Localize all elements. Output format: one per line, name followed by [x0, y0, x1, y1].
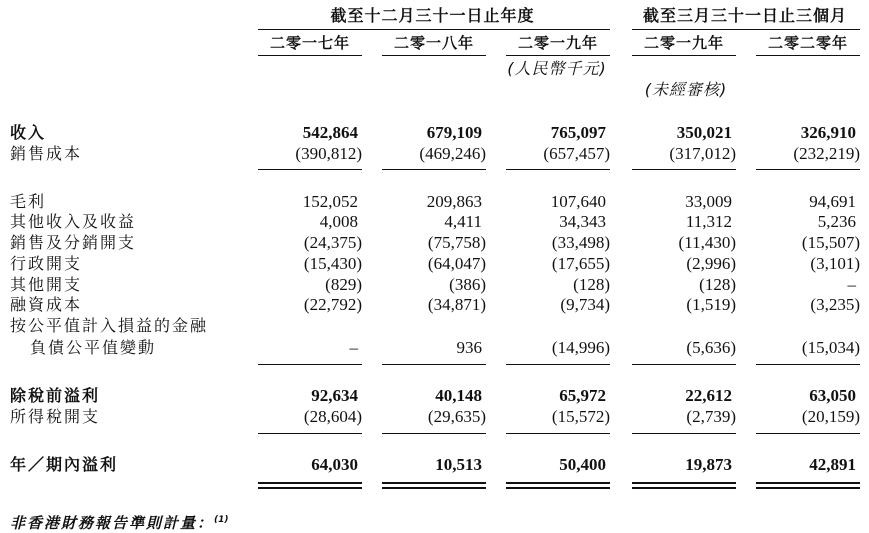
cell-admin-expenses-q1-2020: (3,101) — [810, 254, 860, 273]
subtotal-rule-2017 — [258, 169, 362, 170]
cell-other-expenses-q1-2019: (128) — [699, 275, 736, 294]
profit-rule-2017 — [258, 433, 362, 434]
profit-rule-q1-2019 — [632, 433, 736, 434]
subtotal-rule-q1-2019 — [632, 169, 736, 170]
cell-other-income-q1-2020: 5,236 — [817, 212, 856, 231]
cell-other-expenses-2017: (829) — [325, 275, 362, 294]
column-header-2019-underline — [506, 55, 610, 56]
total-double-rule-top-2019 — [506, 482, 610, 484]
cell-fair-value-q1-2020: (15,034) — [801, 338, 860, 357]
total-double-rule-top-q1-2020 — [756, 482, 860, 484]
cell-admin-expenses-q1-2019: (2,996) — [686, 254, 736, 273]
cell-finance-costs-2018: (34,871) — [427, 295, 486, 314]
total-double-rule-top-2018 — [382, 482, 486, 484]
footnote-marker: (1) — [214, 515, 229, 525]
pbt-rule-q1-2020 — [756, 364, 860, 365]
cell-gross-profit-2019: 107,640 — [550, 192, 606, 211]
cell-profit-before-tax-q1-2019: 22,612 — [685, 386, 732, 405]
cell-income-tax-q1-2020: (20,159) — [801, 407, 860, 426]
cell-other-income-2018: 4,411 — [444, 212, 482, 231]
cell-fair-value-2018: 936 — [456, 338, 482, 357]
cell-revenue-q1-2019: 350,021 — [676, 123, 732, 142]
non-hkfrs-heading-text: 非香港財務報告準則計量： — [10, 514, 215, 532]
column-header-2017: 二零一七年 — [269, 34, 350, 52]
cell-other-expenses-q1-2020: – — [847, 275, 856, 294]
group-header-annual: 截至十二月三十一日止年度 — [330, 6, 535, 25]
cell-revenue-2017: 542,864 — [302, 123, 358, 142]
total-double-rule-bottom-2017 — [258, 487, 362, 489]
non-hkfrs-heading — [10, 510, 229, 530]
cell-selling-expenses-q1-2019: (11,430) — [678, 233, 736, 252]
cell-income-tax-2018: (29,635) — [427, 407, 486, 426]
total-double-rule-bottom-q1-2019 — [632, 487, 736, 489]
cell-revenue-q1-2020: 326,910 — [800, 123, 856, 142]
subtotal-rule-q1-2020 — [756, 169, 860, 170]
row-label-profit-before-tax: 除稅前溢利 — [10, 386, 101, 405]
cell-admin-expenses-2018: (64,047) — [427, 254, 486, 273]
cell-profit-for-period-2017: 64,030 — [311, 455, 358, 474]
group-header-annual-underline — [258, 29, 610, 30]
cell-profit-for-period-2019: 50,400 — [559, 455, 606, 474]
profit-rule-q1-2020 — [756, 433, 860, 434]
pbt-rule-2018 — [382, 364, 486, 365]
total-double-rule-bottom-2018 — [382, 487, 486, 489]
cell-other-income-2019: 34,343 — [559, 212, 606, 231]
pbt-rule-q1-2019 — [632, 364, 736, 365]
total-double-rule-bottom-2019 — [506, 487, 610, 489]
group-header-quarterly: 截至三月三十一日止三個月 — [642, 6, 847, 25]
cell-profit-for-period-q1-2019: 19,873 — [685, 455, 732, 474]
row-label-fair-value-line1: 按公平值計入損益的金融 — [10, 316, 209, 335]
cell-revenue-2018: 679,109 — [426, 123, 482, 142]
column-header-2019: 二零一九年 — [517, 34, 598, 52]
cell-selling-expenses-2019: (33,498) — [551, 233, 610, 252]
column-header-2018-underline — [382, 55, 486, 56]
cell-cost-of-sales-2019: (657,457) — [543, 144, 610, 163]
cell-finance-costs-q1-2020: (3,235) — [810, 295, 860, 314]
cell-revenue-2019: 765,097 — [550, 123, 606, 142]
column-header-q1-2020-underline — [756, 55, 860, 56]
total-double-rule-top-q1-2019 — [632, 482, 736, 484]
row-label-cost-of-sales: 銷售成本 — [10, 144, 83, 163]
row-label-other-income: 其他收入及收益 — [10, 212, 137, 231]
cell-cost-of-sales-q1-2019: (317,012) — [669, 144, 736, 163]
cell-other-income-q1-2019: 11,312 — [685, 212, 732, 231]
cell-cost-of-sales-q1-2020: (232,219) — [793, 144, 860, 163]
column-header-2018: 二零一八年 — [393, 34, 474, 52]
row-label-other-expenses: 其他開支 — [10, 275, 83, 294]
row-label-revenue: 收入 — [10, 123, 47, 142]
cell-selling-expenses-2017: (24,375) — [303, 233, 362, 252]
total-double-rule-bottom-q1-2020 — [756, 487, 860, 489]
row-label-income-tax: 所得稅開支 — [10, 407, 101, 426]
cell-cost-of-sales-2018: (469,246) — [419, 144, 486, 163]
unaudited-note: (未經審核) — [644, 80, 728, 99]
cell-other-expenses-2018: (386) — [449, 275, 486, 294]
cell-profit-before-tax-q1-2020: 63,050 — [809, 386, 856, 405]
row-label-selling-expenses: 銷售及分銷開支 — [10, 233, 137, 252]
cell-selling-expenses-2018: (75,758) — [427, 233, 486, 252]
column-header-q1-2020: 二零二零年 — [767, 34, 848, 52]
column-header-q1-2019: 二零一九年 — [643, 34, 724, 52]
cell-fair-value-q1-2019: (5,636) — [686, 338, 736, 357]
cell-other-expenses-2019: (128) — [573, 275, 610, 294]
cell-income-tax-q1-2019: (2,739) — [686, 407, 736, 426]
cell-finance-costs-2019: (9,734) — [560, 295, 610, 314]
subtotal-rule-2019 — [506, 169, 610, 170]
group-header-quarterly-underline — [632, 29, 860, 30]
cell-admin-expenses-2019: (17,655) — [551, 254, 610, 273]
cell-profit-before-tax-2019: 65,972 — [559, 386, 606, 405]
cell-cost-of-sales-2017: (390,812) — [295, 144, 362, 163]
cell-other-income-2017: 4,008 — [319, 212, 358, 231]
cell-gross-profit-q1-2019: 33,009 — [685, 192, 732, 211]
pbt-rule-2017 — [258, 364, 362, 365]
cell-fair-value-2019: (14,996) — [551, 338, 610, 357]
subtotal-rule-2018 — [382, 169, 486, 170]
profit-rule-2018 — [382, 433, 486, 434]
cell-fair-value-2017: – — [349, 338, 358, 357]
row-label-finance-costs: 融資成本 — [10, 295, 83, 314]
row-label-profit-for-period: 年／期內溢利 — [10, 455, 119, 474]
pbt-rule-2019 — [506, 364, 610, 365]
total-double-rule-top-2017 — [258, 482, 362, 484]
currency-note: (人民幣千元) — [507, 59, 607, 78]
cell-gross-profit-2017: 152,052 — [302, 192, 358, 211]
cell-gross-profit-q1-2020: 94,691 — [809, 192, 856, 211]
row-label-admin-expenses: 行政開支 — [10, 254, 83, 273]
column-header-q1-2019-underline — [632, 55, 736, 56]
cell-gross-profit-2018: 209,863 — [426, 192, 482, 211]
cell-profit-for-period-2018: 10,513 — [435, 455, 482, 474]
cell-income-tax-2017: (28,604) — [303, 407, 362, 426]
column-header-2017-underline — [258, 55, 362, 56]
cell-income-tax-2019: (15,572) — [551, 407, 610, 426]
row-label-fair-value-line2: 負債公平值變動 — [30, 338, 157, 357]
cell-selling-expenses-q1-2020: (15,507) — [801, 233, 860, 252]
cell-finance-costs-q1-2019: (1,519) — [686, 295, 736, 314]
row-label-gross-profit: 毛利 — [10, 192, 47, 211]
profit-rule-2019 — [506, 433, 610, 434]
cell-finance-costs-2017: (22,792) — [303, 295, 362, 314]
cell-admin-expenses-2017: (15,430) — [303, 254, 362, 273]
cell-profit-before-tax-2017: 92,634 — [311, 386, 358, 405]
cell-profit-before-tax-2018: 40,148 — [435, 386, 482, 405]
cell-profit-for-period-q1-2020: 42,891 — [809, 455, 856, 474]
